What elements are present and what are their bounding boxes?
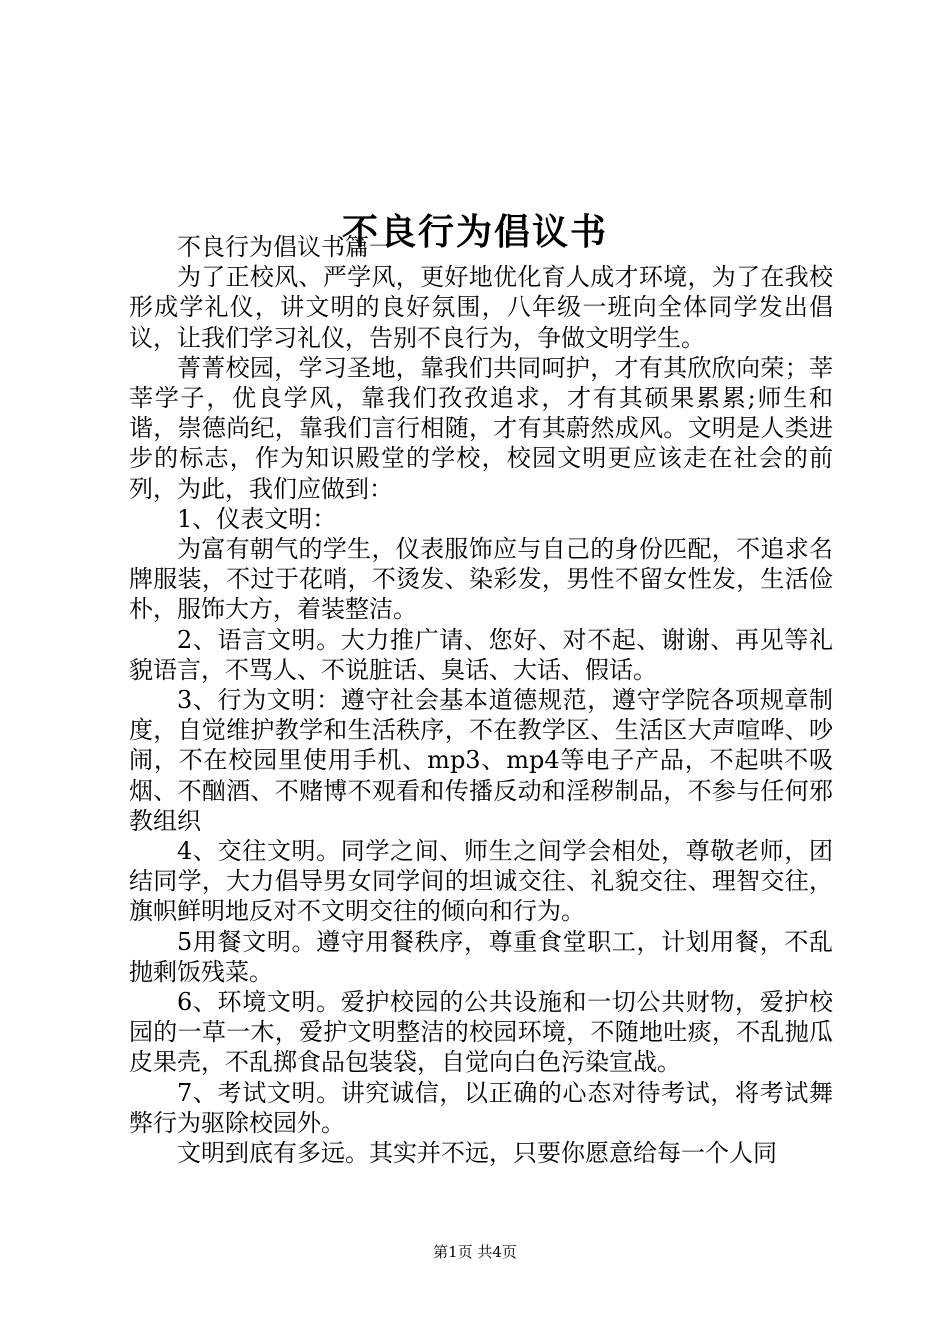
- document-title: 不良行为倡议书: [341, 211, 608, 254]
- page-number-footer: 第1页 共4页: [433, 1243, 517, 1261]
- document-body: [129, 232, 833, 1168]
- section-heading: 不良行为倡议书篇一: [177, 233, 393, 261]
- paragraph-campus: 菁菁校园，学习圣地，靠我们共同呵护，才有其欣欣向荣；莘莘学子，优良学风，靠我们孜孜追求，才有其硕果累累;师生和谐，崇德尚纪，靠我们言行相随，才有其蔚然成风。文明是人类进步的标志，作为知识殿堂的学校，校园文明更应该走在社会的前列，为此，我们应做到：: [129, 353, 833, 503]
- paragraph-behavior: 3、行为文明：遵守社会基本道德规范，遵守学院各项规章制度，自觉维护教学和生活秩序，不在教学区、生活区大声喧哗、吵闹，不在校园里使用手机、mp3、mp4等电子产品，不起哄不吸烟、不酗酒、不赌博不观看和传播反动和淫秽制品，不参与任何邪教组织: [129, 686, 833, 835]
- paragraph-dining: 5用餐文明。遵守用餐秩序，尊重食堂职工，计划用餐，不乱抛剩饭残菜。: [129, 927, 833, 986]
- paragraph-appearance: 为富有朝气的学生，仪表服饰应与自己的身份匹配，不追求名牌服装，不过于花哨，不烫发、染彩发，男性不留女性发，生活俭朴，服饰大方，着装整洁。: [129, 535, 833, 624]
- paragraph-environment: 6、环境文明。爱护校园的公共设施和一切公共财物，爱护校园的一草一木，爱护文明整洁的校园环境，不随地吐痰，不乱抛瓜皮果壳，不乱掷食品包装袋，自觉向白色污染宣战。: [129, 988, 833, 1077]
- item-heading-appearance: 1、仪表文明：: [177, 504, 337, 533]
- paragraph-language: 2、语言文明。大力推广请、您好、对不起、谢谢、再见等礼貌语言，不骂人、不说脏话、臭话、大话、假话。: [129, 625, 833, 684]
- paragraph-closing: 文明到底有多远。其实并不远，只要你愿意给每一个人同: [177, 1139, 777, 1168]
- paragraph-social: 4、交往文明。同学之间、师生之间学会相处，尊敬老师，团结同学，大力倡导男女同学间的坦诚交往、礼貌交往、理智交往，旗帜鲜明地反对不文明交往的倾向和行为。: [129, 837, 833, 926]
- paragraph-exam: 7、考试文明。讲究诚信，以正确的心态对待考试，将考试舞弊行为驱除校园外。: [129, 1078, 833, 1137]
- paragraph-intro: 为了正校风、严学风，更好地优化育人成才环境，为了在我校形成学礼仪，讲文明的良好氛围，八年级一班向全体同学发出倡议，让我们学习礼仪，告别不良行为，争做文明学生。: [129, 263, 833, 352]
